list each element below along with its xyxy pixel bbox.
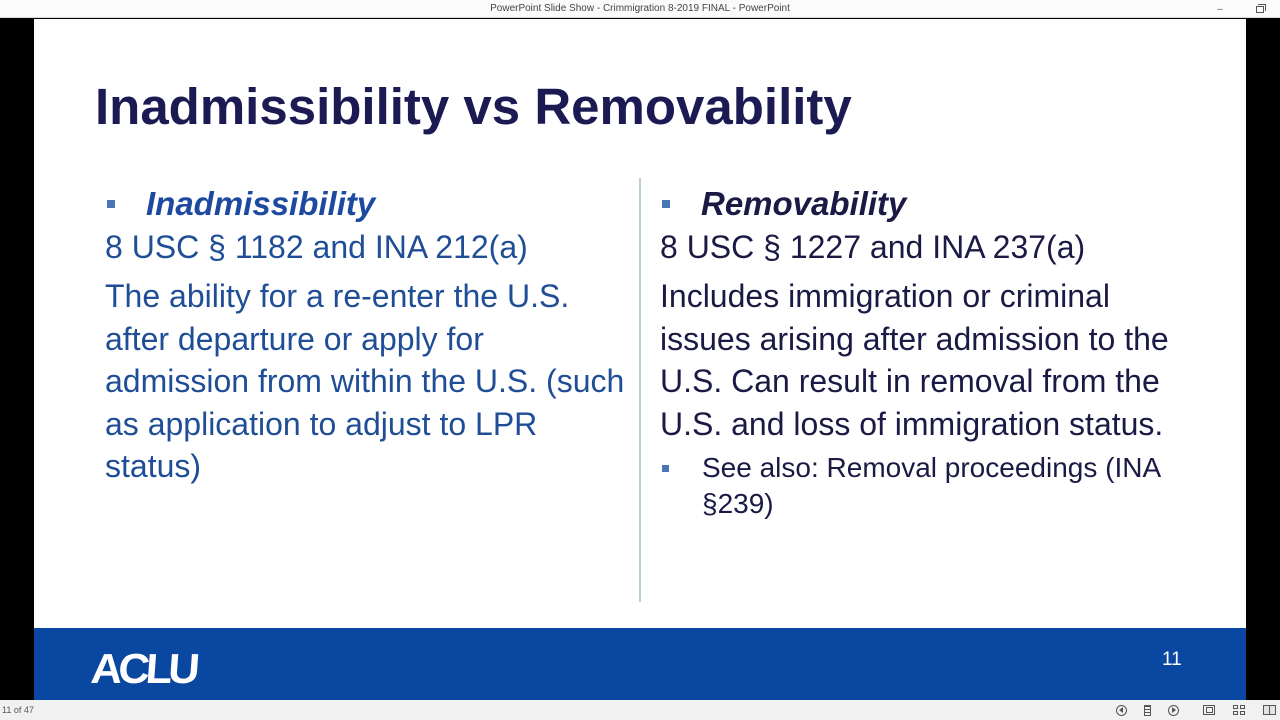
notes-icon — [1144, 705, 1151, 716]
reading-view-icon — [1263, 705, 1276, 715]
previous-slide-button[interactable] — [1114, 703, 1128, 717]
status-bar — [0, 700, 1280, 720]
previous-slide-icon — [1116, 705, 1127, 716]
see-also-text: See also: Removal proceedings (INA §239) — [702, 452, 1160, 519]
left-citation: 8 USC § 1182 and INA 212(a) — [105, 229, 528, 265]
normal-view-button[interactable] — [1202, 703, 1216, 717]
minimize-icon: – — [1217, 3, 1223, 15]
slide-sorter-button[interactable] — [1232, 703, 1246, 717]
next-slide-icon — [1168, 705, 1179, 716]
right-heading: Removability — [701, 185, 907, 222]
right-body: Includes immigration or criminal issues arising after admission to the U.S. Can result in removal from the U.S. and loss of immigration status. — [660, 278, 1169, 442]
slide-canvas[interactable] — [34, 19, 1246, 700]
see-also-bullet — [660, 450, 1180, 522]
notes-button[interactable] — [1140, 703, 1154, 717]
square-bullet-icon — [662, 465, 669, 472]
slide-title: Inadmissibility vs Removability — [95, 78, 852, 135]
window-title: PowerPoint Slide Show - Crimmigration 8-2019 FINAL - PowerPoint — [490, 3, 790, 14]
minimize-button[interactable] — [1200, 0, 1240, 18]
left-heading-row — [105, 184, 625, 224]
left-body: The ability for a re-enter the U.S. after departure or apply for admission from within the U.S. (such as application to adjust to LPR status) — [105, 278, 625, 484]
window-title-bar — [0, 0, 1280, 18]
column-divider — [639, 178, 641, 602]
normal-view-icon — [1203, 705, 1215, 715]
right-heading-row — [660, 184, 1180, 224]
square-bullet-icon — [662, 200, 670, 208]
restore-button[interactable] — [1240, 0, 1280, 18]
reading-view-button[interactable] — [1262, 703, 1276, 717]
left-heading: Inadmissibility — [146, 185, 376, 222]
window-controls — [1200, 0, 1280, 18]
right-citation: 8 USC § 1227 and INA 237(a) — [660, 229, 1086, 265]
restore-icon — [1256, 6, 1264, 13]
slide-counter: 11 of 47 — [2, 705, 34, 715]
right-column — [660, 184, 1180, 522]
slide-sorter-icon — [1233, 705, 1245, 715]
left-column — [105, 184, 625, 488]
next-slide-button[interactable] — [1166, 703, 1180, 717]
square-bullet-icon — [107, 200, 115, 208]
slide-footer — [34, 628, 1246, 700]
slide-number: 11 — [1162, 649, 1182, 670]
aclu-logo: ACLU — [89, 645, 198, 692]
status-bar-controls — [1102, 702, 1276, 718]
